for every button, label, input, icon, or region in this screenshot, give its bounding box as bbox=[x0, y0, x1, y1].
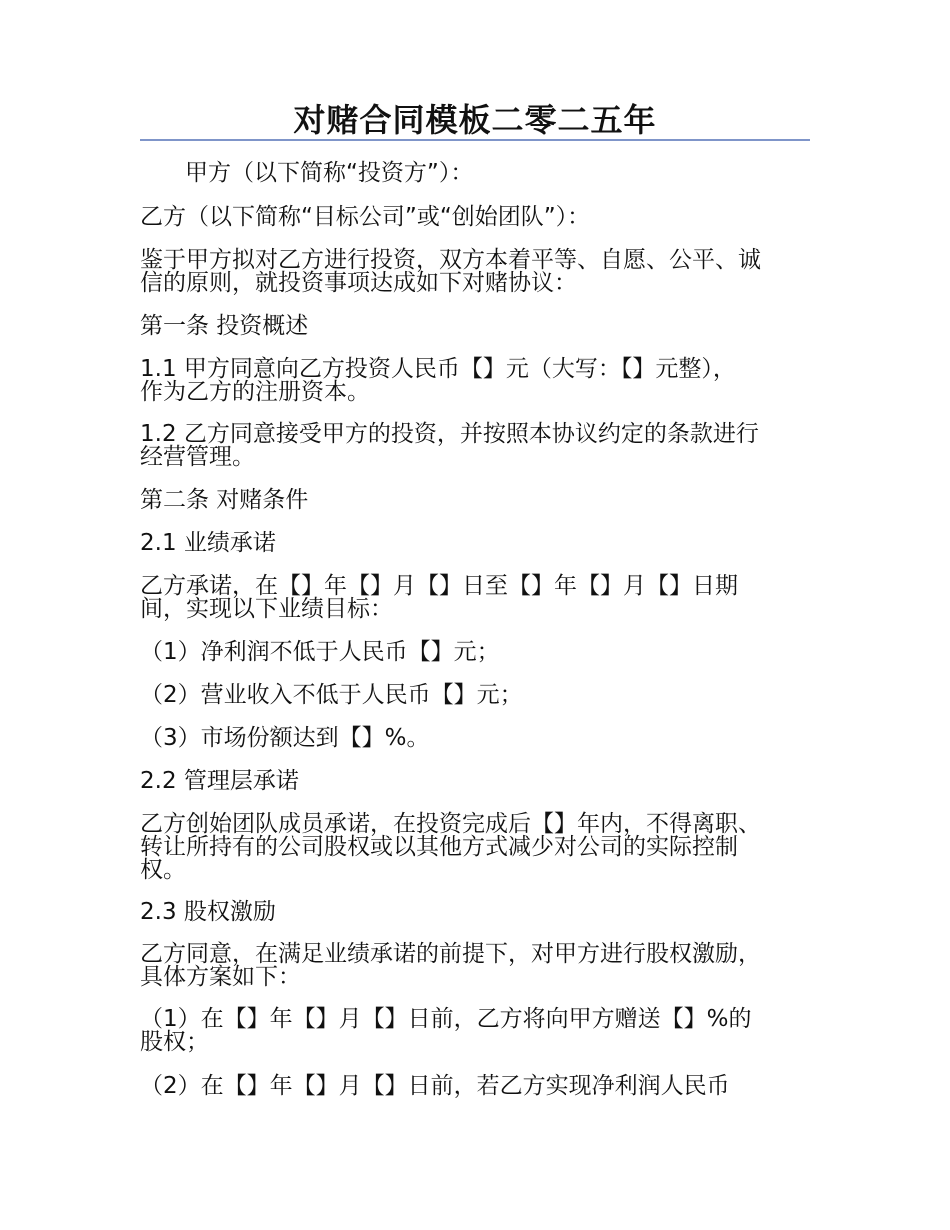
clause-2-3-heading: 2.3 股权激励 bbox=[140, 899, 276, 925]
target-item-3: （3）市场份额达到【】%。 bbox=[140, 725, 430, 751]
clause-1-2 bbox=[140, 423, 816, 469]
incentive-item-1-line-1: （1）在【】年【】月【】日前，乙方将向甲方赠送【】%的 bbox=[140, 1006, 752, 1032]
clause-1-2-line-1: 1.2 乙方同意接受甲方的投资，并按照本协议约定的条款进行 bbox=[140, 421, 759, 447]
clause-1-1 bbox=[140, 358, 816, 404]
preamble-line-1: 鉴于甲方拟对乙方进行投资，双方本着平等、自愿、公平、诚 bbox=[140, 247, 761, 273]
clause-2-1-text bbox=[140, 575, 816, 621]
preamble-line-2: 信的原则，就投资事项达成如下对赌协议： bbox=[140, 270, 577, 296]
clause-1-1-line-1: 1.1 甲方同意向乙方投资人民币【】元（大写：【】元整）， bbox=[140, 356, 736, 382]
clause-2-2-text bbox=[140, 813, 816, 882]
clause-2-3-line-1: 乙方同意，在满足业绩承诺的前提下，对甲方进行股权激励， bbox=[140, 941, 761, 967]
incentive-item-1-line-2: 股权； bbox=[140, 1029, 209, 1055]
incentive-item-2: （2）在【】年【】月【】日前，若乙方实现净利润人民币 bbox=[140, 1073, 730, 1099]
incentive-item-1 bbox=[140, 1008, 816, 1054]
clause-2-1-heading: 2.1 业绩承诺 bbox=[140, 530, 276, 556]
party-a-line: 甲方（以下简称“投资方”）： bbox=[185, 160, 474, 186]
clause-2-2-line-2: 转让所持有的公司股权或以其他方式减少对公司的实际控制 bbox=[140, 834, 738, 860]
clause-2-1-line-2: 间，实现以下业绩目标： bbox=[140, 596, 393, 622]
article-1-heading: 第一条 投资概述 bbox=[140, 313, 309, 339]
target-item-2: （2）营业收入不低于人民币【】元； bbox=[140, 682, 523, 708]
clause-2-2-line-3: 权。 bbox=[140, 857, 186, 883]
title-underline bbox=[140, 139, 810, 141]
clause-2-3-text bbox=[140, 943, 816, 989]
clause-2-2-line-1: 乙方创始团队成员承诺，在投资完成后【】年内，不得离职、 bbox=[140, 811, 761, 837]
preamble-paragraph bbox=[140, 249, 816, 295]
clause-2-1-line-1: 乙方承诺，在【】年【】月【】日至【】年【】月【】日期 bbox=[140, 573, 738, 599]
clause-2-2-heading: 2.2 管理层承诺 bbox=[140, 768, 299, 794]
article-2-heading: 第二条 对赌条件 bbox=[140, 487, 309, 513]
document-title: 对赌合同模板二零二五年 bbox=[293, 101, 657, 139]
clause-1-1-line-2: 作为乙方的注册资本。 bbox=[140, 379, 370, 405]
party-b-line: 乙方（以下简称“目标公司”或“创始团队”）： bbox=[140, 204, 591, 230]
clause-1-2-line-2: 经营管理。 bbox=[140, 444, 255, 470]
clause-2-3-line-2: 具体方案如下： bbox=[140, 964, 301, 990]
target-item-1: （1）净利润不低于人民币【】元； bbox=[140, 639, 500, 665]
